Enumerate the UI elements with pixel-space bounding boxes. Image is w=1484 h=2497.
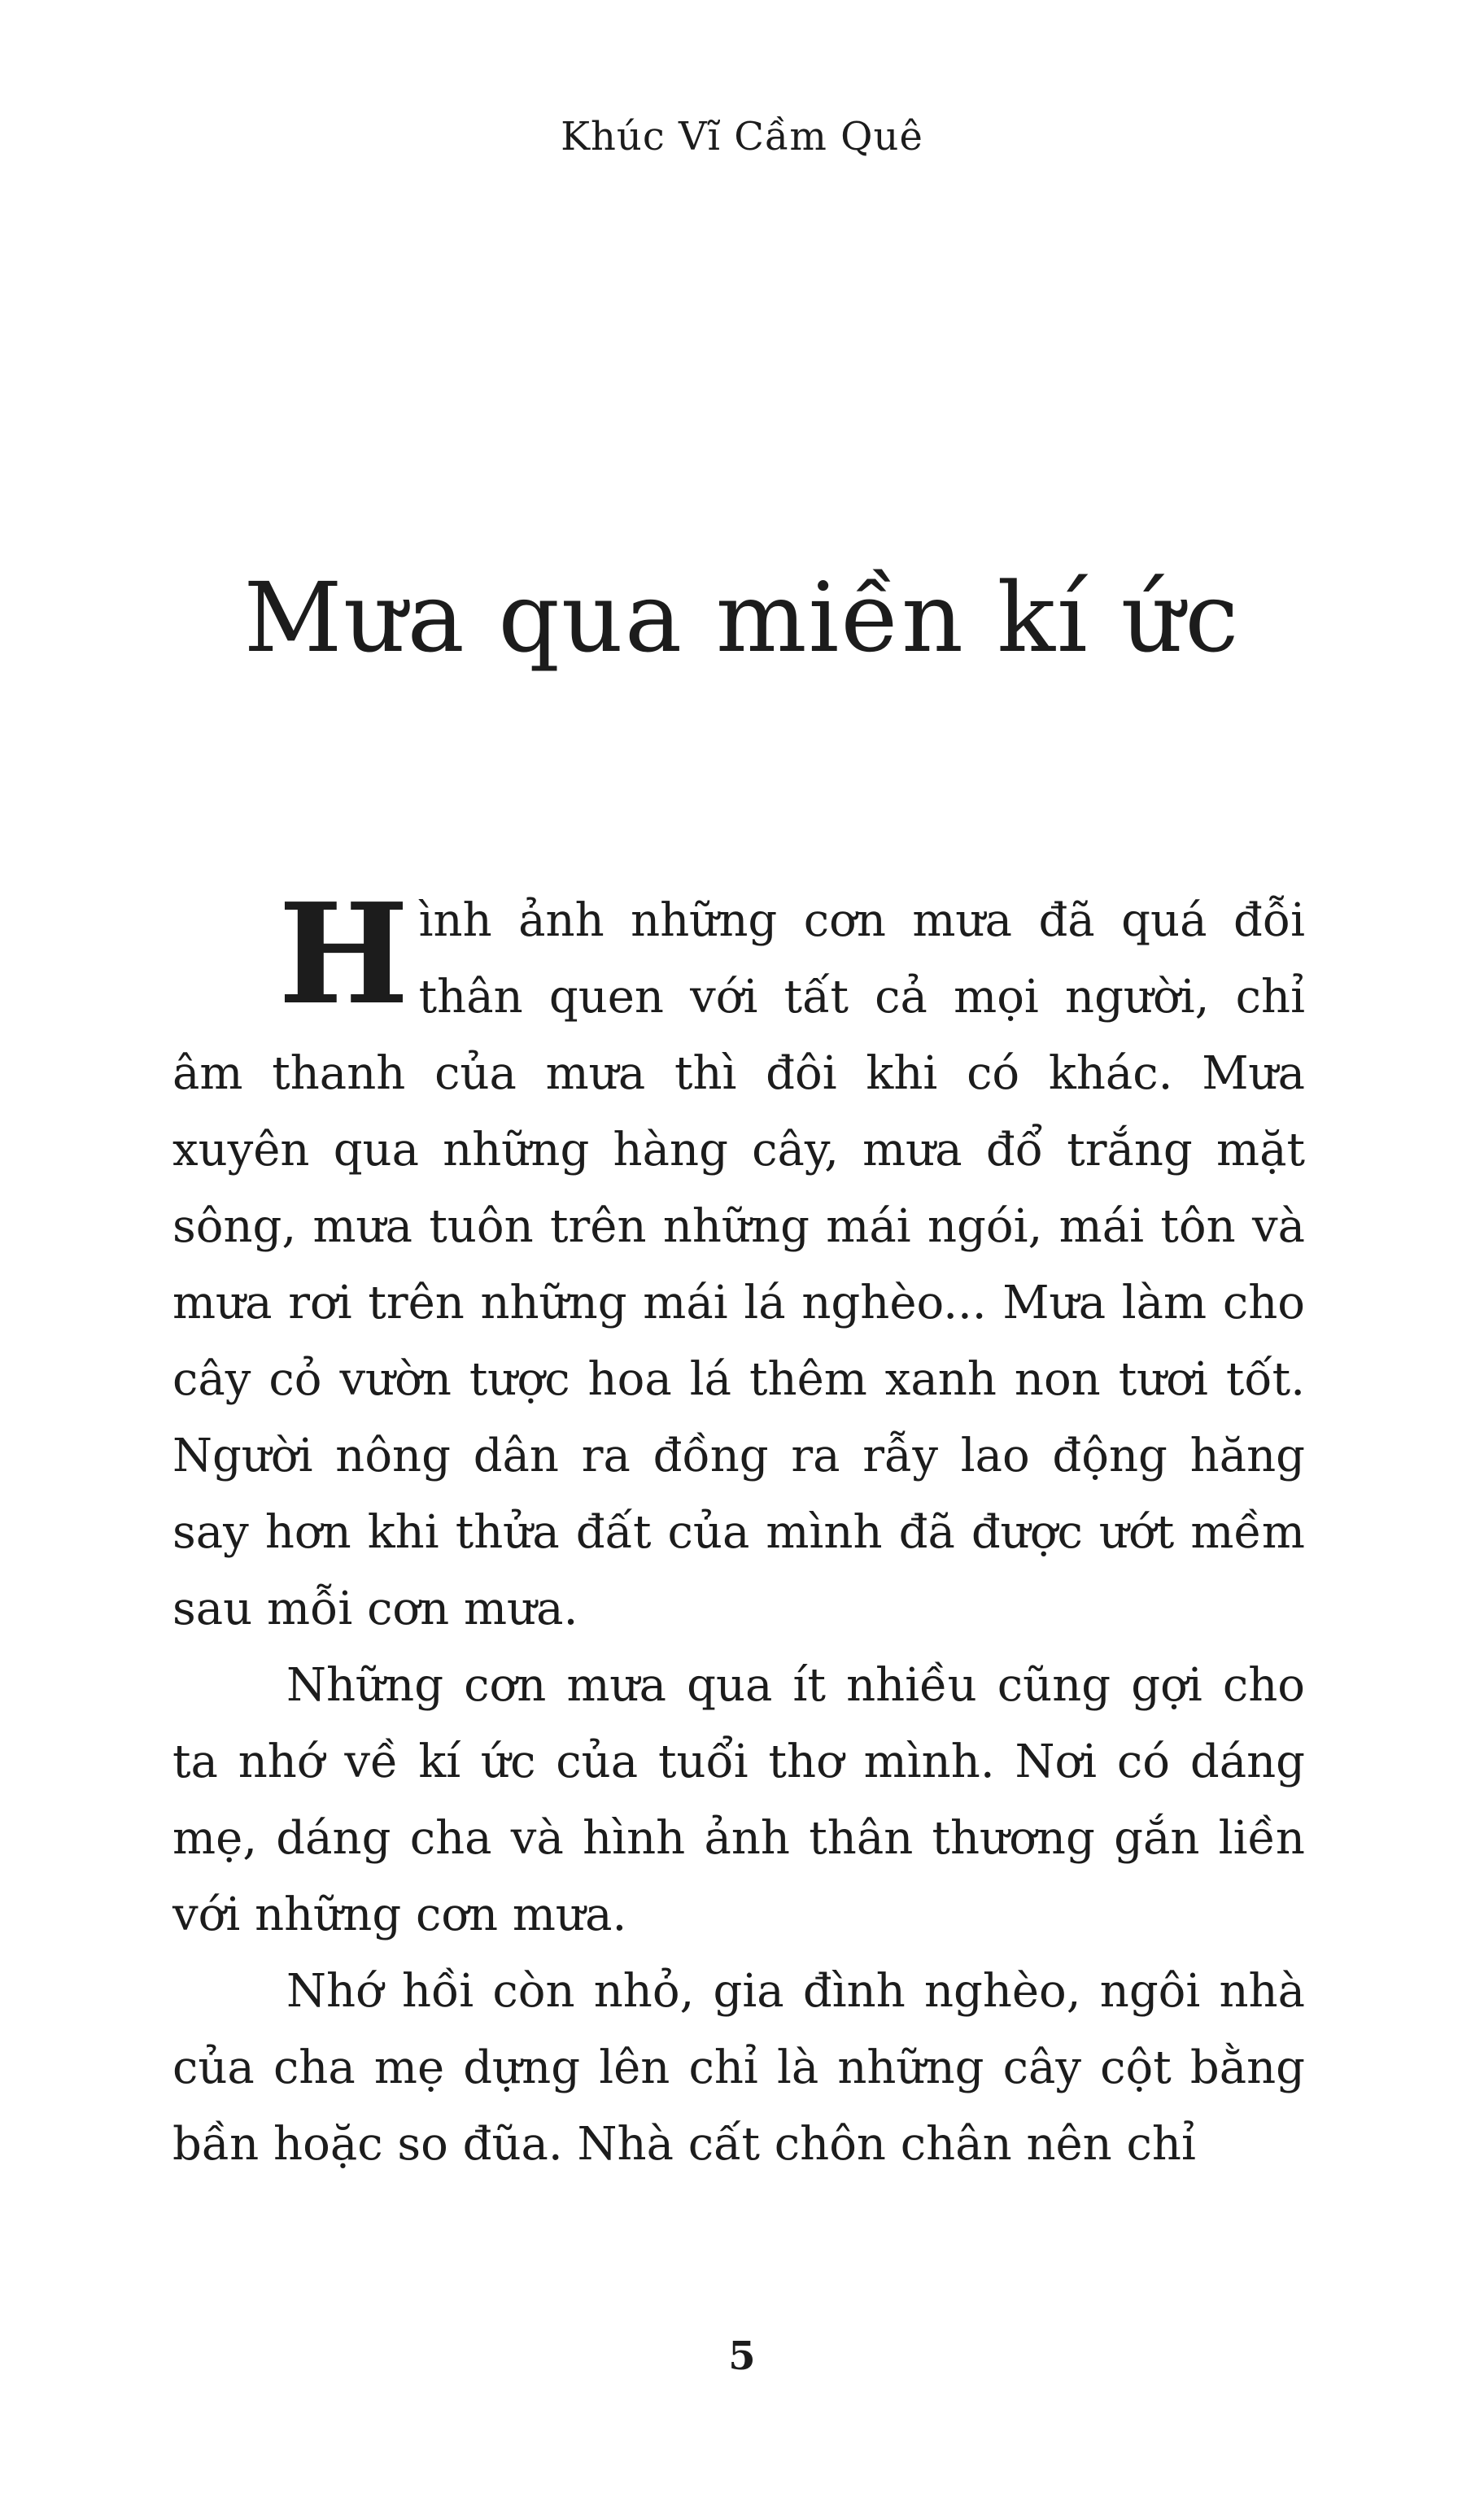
- drop-cap: H: [278, 873, 409, 1036]
- chapter-body: [172, 873, 1305, 2183]
- paragraph-2: Những cơn mưa qua ít nhiều cũng gợi cho ta nhớ về kí ức của tuổi thơ mình. Nơi có dáng mẹ, dáng cha và hình ảnh thân thương gắn liền với những cơn mưa.: [172, 1659, 1305, 1941]
- paragraph-1: [172, 873, 1305, 1648]
- paragraph-1-text: ình ảnh những cơn mưa đã quá đỗi thân quen với tất cả mọi người, chỉ âm thanh của mưa thì đôi khi có khác. Mưa xuyên qua những hàng cây, mưa đổ trắng mặt sông, mưa tuôn trên những mái ngói, mái tôn và mưa rơi trên những mái lá nghèo... Mưa làm cho cây cỏ vườn tược hoa lá thêm xanh non tươi tốt. Người nông dân ra đồng ra rẫy lao động hăng say hơn khi thửa đất của mình đã được ướt mềm sau mỗi cơn mưa.: [172, 894, 1305, 1635]
- page-number: 5: [728, 2333, 756, 2379]
- chapter-title: Mưa qua miền kí ức: [243, 561, 1241, 674]
- paragraph-3: Nhớ hồi còn nhỏ, gia đình nghèo, ngôi nhà của cha mẹ dựng lên chỉ là những cây cột bằng bần hoặc so đũa. Nhà cất chôn chân nên chỉ: [172, 1965, 1305, 2171]
- running-header: Khúc Vĩ Cầm Quê: [561, 114, 923, 159]
